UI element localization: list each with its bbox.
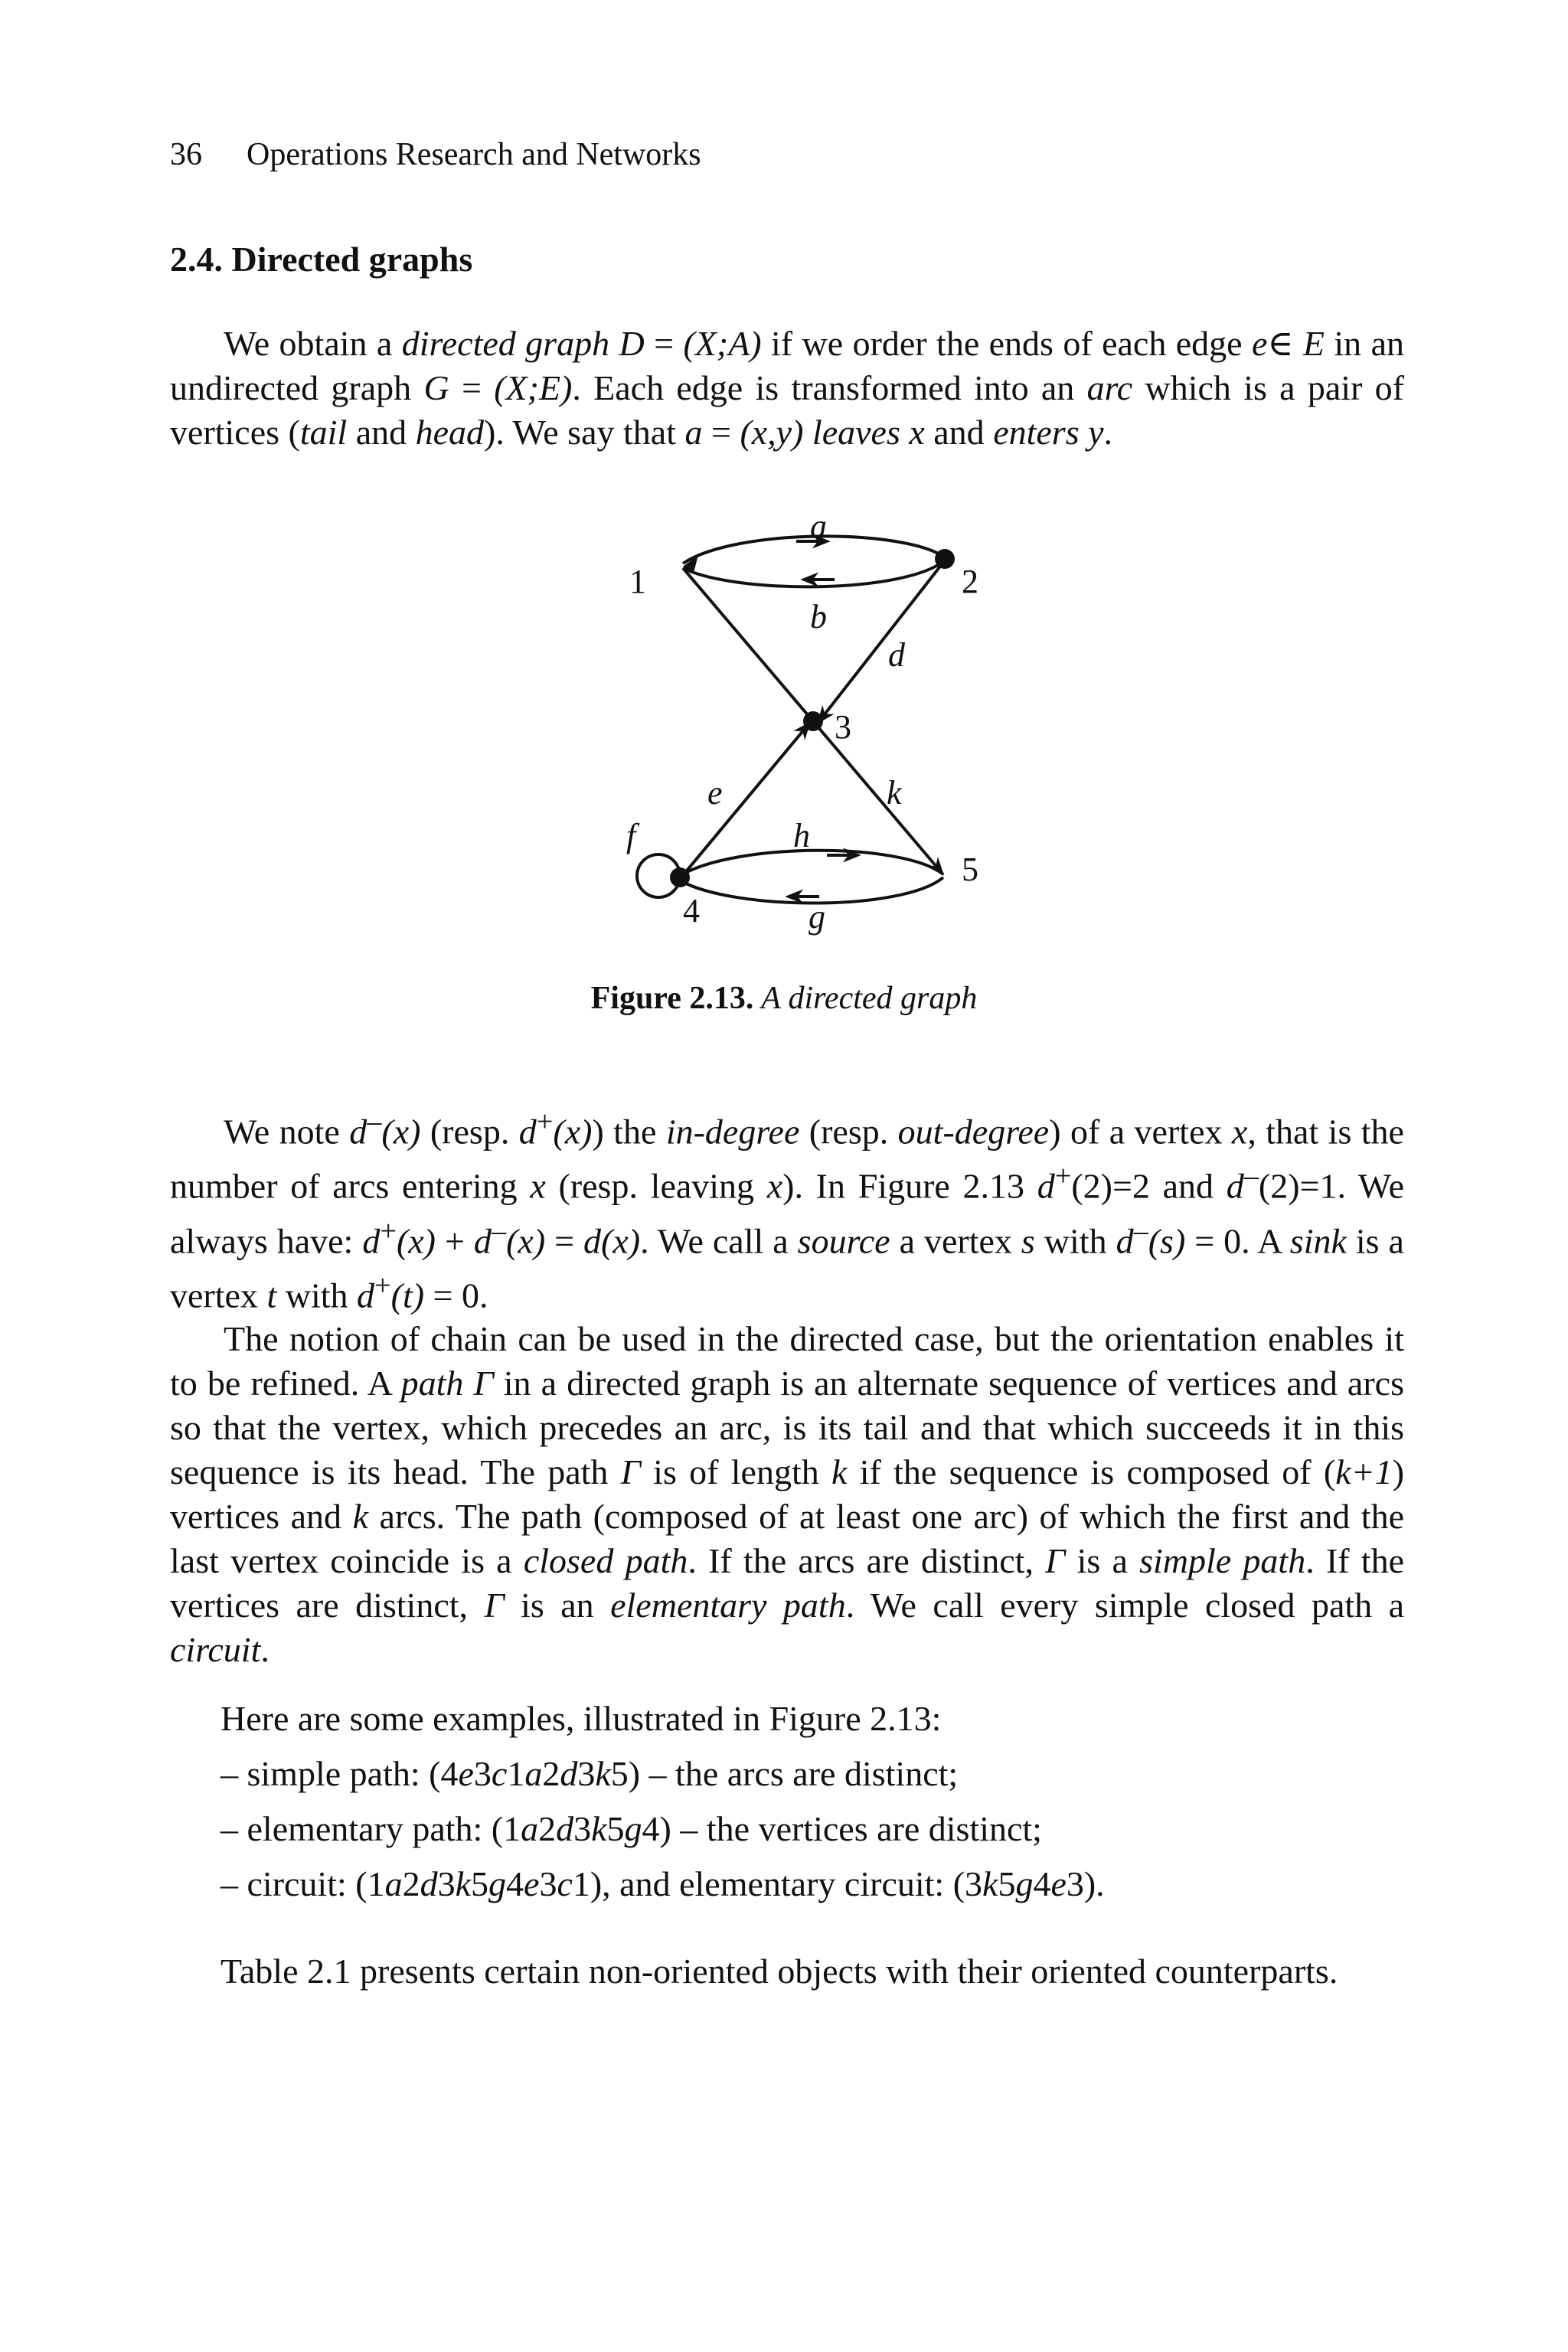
vertex-label-1: 1: [629, 563, 646, 600]
section-title: 2.4. Directed graphs: [170, 240, 473, 279]
arc-label-a: a: [810, 508, 827, 545]
paragraph-degree: We note d–(x) (resp. d+(x)) the in-degree (resp. out-degree) of a vertex x, that is the number of arcs entering x (resp. leaving x). In Figure 2.13 d+(2)=2 and d–(2)=1. We always have: d+(x) + d–(x) = d(x). We call a source a vertex s with d–(s) = 0. A sink is a vertex t with d+(t) = 0.: [170, 1106, 1404, 1315]
vertex-label-3: 3: [835, 708, 851, 746]
arc-h: [680, 851, 943, 876]
arc-b: [683, 560, 945, 586]
table-intro: Table 2.1 presents certain non-oriented objects with their oriented counterparts.: [220, 1952, 1338, 1991]
arc-label-k: k: [887, 774, 902, 812]
arc-label-e: e: [707, 774, 723, 812]
arc-label-f: f: [626, 817, 636, 854]
page-number: 36: [170, 137, 202, 172]
directed-graph-figure: [0, 0, 1568, 995]
vertex-label-2: 2: [962, 563, 978, 600]
arc-label-g: g: [808, 898, 825, 936]
example-elementary-path: – elementary path: (1a2d3k5g4) – the vertices are distinct;: [220, 1809, 1042, 1848]
arc-label-b: b: [810, 598, 827, 635]
arc-label-d: d: [888, 636, 905, 674]
example-simple-path: – simple path: (4e3c1a2d3k5) – the arcs are distinct;: [220, 1754, 959, 1793]
examples-intro: Here are some examples, illustrated in Figure 2.13:: [220, 1699, 942, 1738]
example-circuit: – circuit: (1a2d3k5g4e3c1), and elementary circuit: (3k5g4e3).: [220, 1864, 1105, 1903]
vertex-label-5: 5: [962, 851, 978, 888]
vertex-4: [670, 867, 690, 887]
vertex-2: [935, 549, 955, 569]
book-title: Operations Research and Networks: [247, 137, 701, 172]
paragraph-paths: The notion of chain can be used in the directed case, but the orientation enables it to be refined. A path Γ in a directed graph is an alternate sequence of vertices and arcs so that the vertex, which precedes an arc, is its tail and that which succeeds it in this sequence is its head. The path Γ is of length k if the sequence is composed of (k+1) vertices and k arcs. The path (composed of at least one arc) of which the first and the last vertex coincide is a closed path. If the arcs are distinct, Γ is a simple path. If the vertices are distinct, Γ is an elementary path. We call every simple closed path a circuit.: [170, 1319, 1405, 1669]
arc-c: [683, 568, 813, 721]
vertex-label-4: 4: [683, 892, 700, 929]
paragraph-intro: We obtain a directed graph D = (X;A) if we order the ends of each edge e∈ E in an undirected graph G = (X;E). Each edge is transformed into an arc which is a pair of vertices (tail and head). We say that a = (x,y) leaves x and enters y.: [170, 324, 1404, 452]
vertex-3: [803, 711, 823, 731]
arc-label-h: h: [793, 817, 810, 854]
figure-caption: Figure 2.13. A directed graph: [590, 981, 978, 1016]
